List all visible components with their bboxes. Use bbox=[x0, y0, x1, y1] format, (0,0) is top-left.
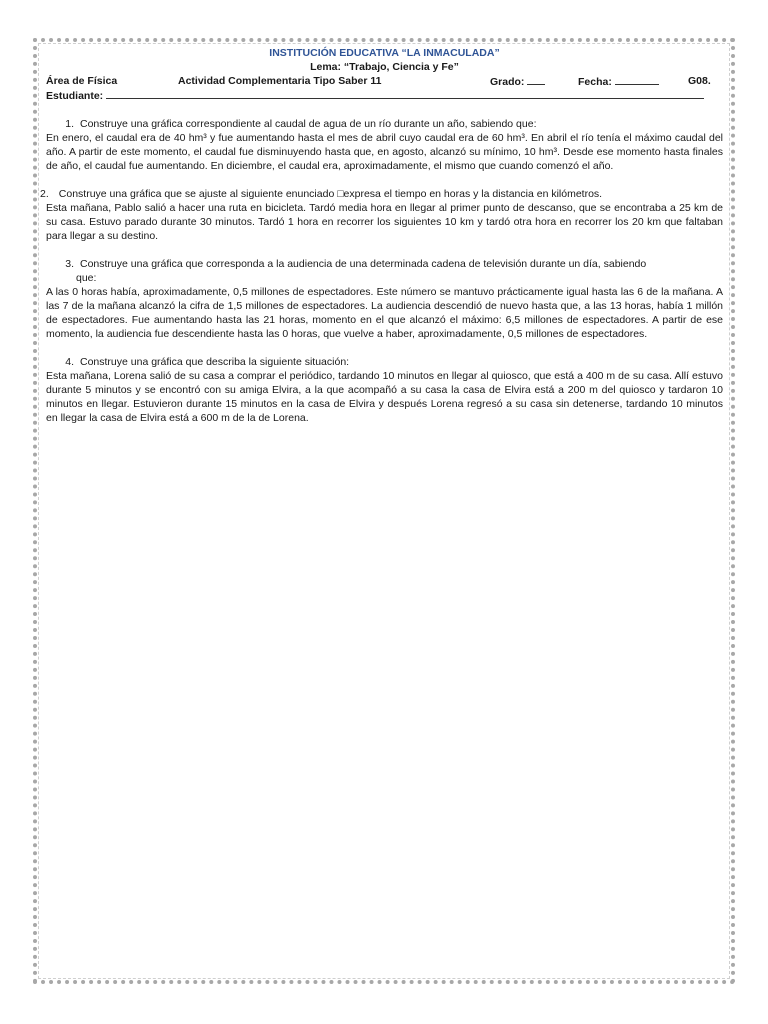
area-label: Área de Física bbox=[46, 75, 118, 87]
question-2-body: Esta mañana, Pablo salió a hacer una ruta en bicicleta. Tardó media hora en llegar al primer punto de descanso, que se encontraba a 25 km de su casa. Estuvo parado durante 30 minutos. Tardó 1 hora en recorrer los siguientes 10 km y tardó otra hora en recorrer los 20 km que faltaban para llegar a su destino. bbox=[46, 202, 723, 242]
question-1-title bbox=[46, 117, 723, 131]
activity-title: Actividad Complementaria Tipo Saber 11 bbox=[178, 75, 382, 87]
question-3-body: A las 0 horas había, aproximadamente, 0,5 millones de espectadores. Este número se mantuvo prácticamente igual hasta las 6 de la mañana. A las 7 de la mañana alcanzó la cifra de 1,5 millones de espectadores. La audiencia descendió de nuevo hasta que, a las 13 horas, había 1 millón de espectadores. Fue aumentando hasta las 21 horas, momento en el que alcanzó el máximo: 6,5 millones de espectadores. A partir de ese momento, la audiencia fue descendiente hasta las 0 horas, que vuelve a haber, aproximadamente, 0,5 millones de espectadores. bbox=[46, 286, 723, 340]
question-2 bbox=[40, 187, 723, 243]
student-label: Estudiante: bbox=[46, 90, 104, 102]
grado-field bbox=[490, 74, 545, 89]
question-2-title bbox=[40, 187, 723, 201]
fecha-label: Fecha: bbox=[578, 76, 612, 88]
lema: Lema: “Trabajo, Ciencia y Fe” bbox=[310, 61, 459, 73]
question-2-number: 2. bbox=[40, 188, 49, 200]
question-4-title-text: Construye una gráfica que describa la siguiente situación: bbox=[80, 356, 350, 368]
question-2-title-text: Construye una gráfica que se ajuste al siguiente enunciado □expresa el tiempo en horas y la distancia en kilómetros. bbox=[58, 188, 603, 200]
question-4 bbox=[46, 355, 723, 425]
question-3-number: 3. bbox=[65, 258, 74, 270]
question-3 bbox=[46, 257, 723, 341]
student-blank[interactable] bbox=[106, 88, 704, 99]
question-3-title-text: Construye una gráfica que corresponda a la audiencia de una determinada cadena de televisión durante un día, sabiendo bbox=[80, 258, 647, 270]
student-row bbox=[46, 88, 723, 103]
fecha-field bbox=[578, 74, 659, 89]
worksheet bbox=[40, 46, 723, 425]
question-4-title bbox=[46, 355, 723, 369]
question-1-number: 1. bbox=[65, 118, 74, 130]
question-3-title-cont: que: bbox=[76, 272, 97, 284]
question-4-body: Esta mañana, Lorena salió de su casa a comprar el periódico, tardando 10 minutos en llegar al quiosco, que está a 400 m de su casa. Allí estuvo durante 5 minutos y se encontró con su amiga Elvira, a la que acompañó a su casa la casa de Elvira está a 200 m del quiosco y tardaron 10 minutos en llegar. Estuvieron durante 15 minutos en la casa de Elvira y después Lorena regresó a su casa sin detenerse, tardando 10 minutos en llegar la casa de Elvira está a 600 m de la de Lorena. bbox=[46, 370, 723, 424]
header-row bbox=[46, 74, 723, 88]
question-4-number: 4. bbox=[65, 356, 74, 368]
question-1 bbox=[46, 117, 723, 173]
question-3-title bbox=[46, 257, 723, 271]
group-code: G08. bbox=[688, 75, 711, 87]
school-name: INSTITUCIÓN EDUCATIVA “LA INMACULADA” bbox=[269, 47, 500, 59]
fecha-blank[interactable] bbox=[615, 74, 659, 85]
question-1-title-text: Construye una gráfica correspondiente al caudal de agua de un río durante un año, sabiendo que: bbox=[80, 118, 537, 130]
question-1-body: En enero, el caudal era de 40 hm³ y fue aumentando hasta el mes de abril cuyo caudal era de 60 hm³. En abril el río tenía el máximo caudal del año. A partir de este momento, el caudal fue disminuyendo hasta que, en agosto, alcanzó su mínimo, 10 hm³. Desde ese momento hasta finales de año, el caudal fue aumentando. En diciembre, el caudal era, aproximadamente, el mismo que cuando comenzó el año. bbox=[46, 132, 723, 172]
grado-label: Grado: bbox=[490, 76, 525, 88]
grado-blank[interactable] bbox=[527, 74, 545, 85]
